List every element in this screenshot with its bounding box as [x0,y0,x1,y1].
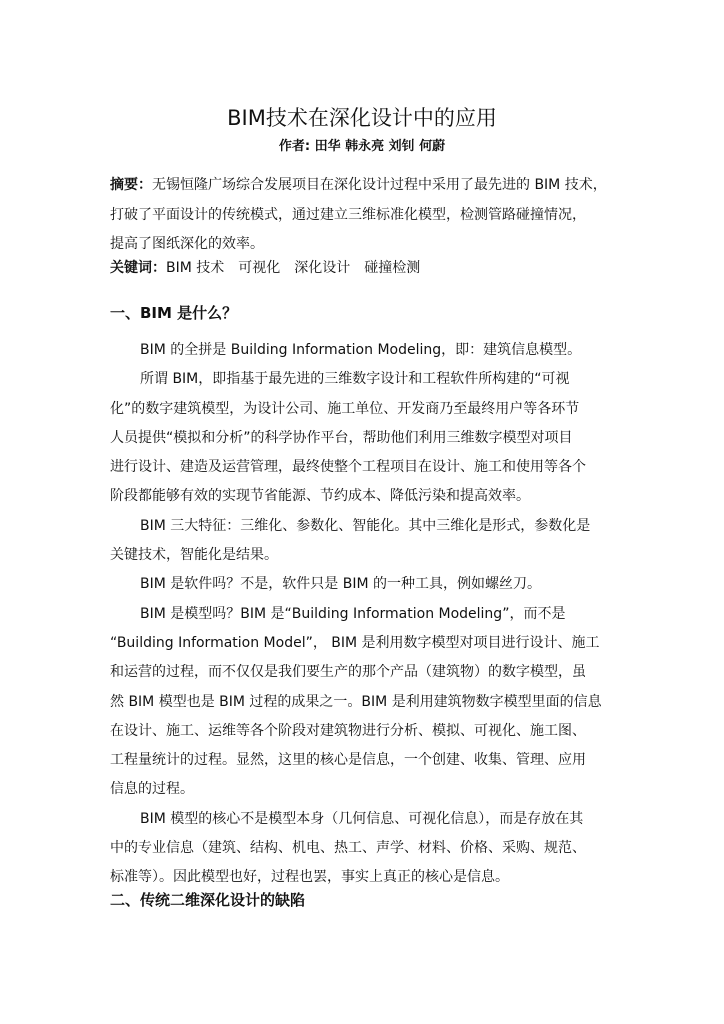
paragraph-line: 人员提供“模拟和分析”的科学协作平台，帮助他们利用三维数字模型对项目 [110,429,573,446]
section-heading-2: 二、传统二维深化设计的缺陷 [110,891,306,909]
keywords-label: 关键词： [110,260,166,276]
paragraph-line: 进行设计、建造及运营管理，最终使整个工程项目在设计、施工和使用等各个 [110,459,586,476]
paragraph-line: 标准等）。因此模型也好，过程也罢，事实上真正的核心是信息。 [110,869,509,886]
paragraph-line: 在设计、施工、运维等各个阶段对建筑物进行分析、模拟、可视化、施工图、 [110,722,586,739]
paragraph-line: 所谓 BIM，即指基于最先进的三维数字设计和工程软件所构建的“可视 [140,371,570,388]
paragraph-line: 信息的过程。 [110,781,194,798]
paragraph-line: BIM 是软件吗？不是，软件只是 BIM 的一种工具，例如螺丝刀。 [140,576,541,593]
paragraph-line: BIM 模型的核心不是模型本身（几何信息、可视化信息），而是存放在其 [140,810,584,827]
section-heading-1: 一、BIM 是什么？ [110,304,238,322]
paragraph-line: 和运营的过程，而不仅仅是我们要生产的那个产品（建筑物）的数字模型，虽 [110,664,586,681]
paragraph-line: BIM 三大特征：三维化、参数化、智能化。其中三维化是形式，参数化是 [140,517,591,534]
abstract-label: 摘要： [110,177,152,193]
section-1-body [110,336,620,893]
keywords [110,256,630,280]
paragraph-line: 中的专业信息（建筑、结构、机电、热工、声学、材料、价格、采购、规范、 [110,840,586,857]
keyword: 碰撞检测 [364,260,421,276]
paragraph-line: 工程量统计的过程。显然，这里的核心是信息，一个创建、收集、管理、应用 [110,752,586,769]
abstract-line: 提高了图纸深化的效率。 [110,236,264,252]
abstract [110,171,630,260]
keyword: 深化设计 [294,260,351,276]
keyword: BIM 技术 [166,260,225,276]
paragraph-line: 化”的数字建筑模型，为设计公司、施工单位、开发商乃至最终用户等各环节 [110,400,580,417]
paragraph-line: BIM 的全拼是 Building Information Modeling，即：建筑信息模型。 [140,342,582,358]
paragraph-line: 关键技术，智能化是结果。 [110,547,278,564]
keyword: 可视化 [238,260,281,276]
paragraph-line: 阶段都能够有效的实现节省能源、节约成本、降低污染和提高效率。 [110,488,530,505]
paragraph-line: BIM 是模型吗？BIM 是“Building Information Modeling”，而不是 [140,605,566,622]
abstract-line [110,171,630,201]
document-authors: 作者: 田华 韩永亮 刘钊 何蔚 [278,139,446,154]
document-title: BIM技术在深化设计中的应用 [227,106,497,130]
abstract-text: 无锡恒隆广场综合发展项目在深化设计过程中采用了最先进的 BIM 技术， [152,177,607,193]
paragraph-line: “Building Information Model”， BIM 是利用数字模型对项目进行设计、施工 [110,634,600,651]
abstract-line: 打破了平面设计的传统模式，通过建立三维标准化模型，检测管路碰撞情况， [110,206,586,223]
paragraph-line: 然 BIM 模型也是 BIM 过程的成果之一。BIM 是利用建筑物数字模型里面的信息 [110,693,602,710]
